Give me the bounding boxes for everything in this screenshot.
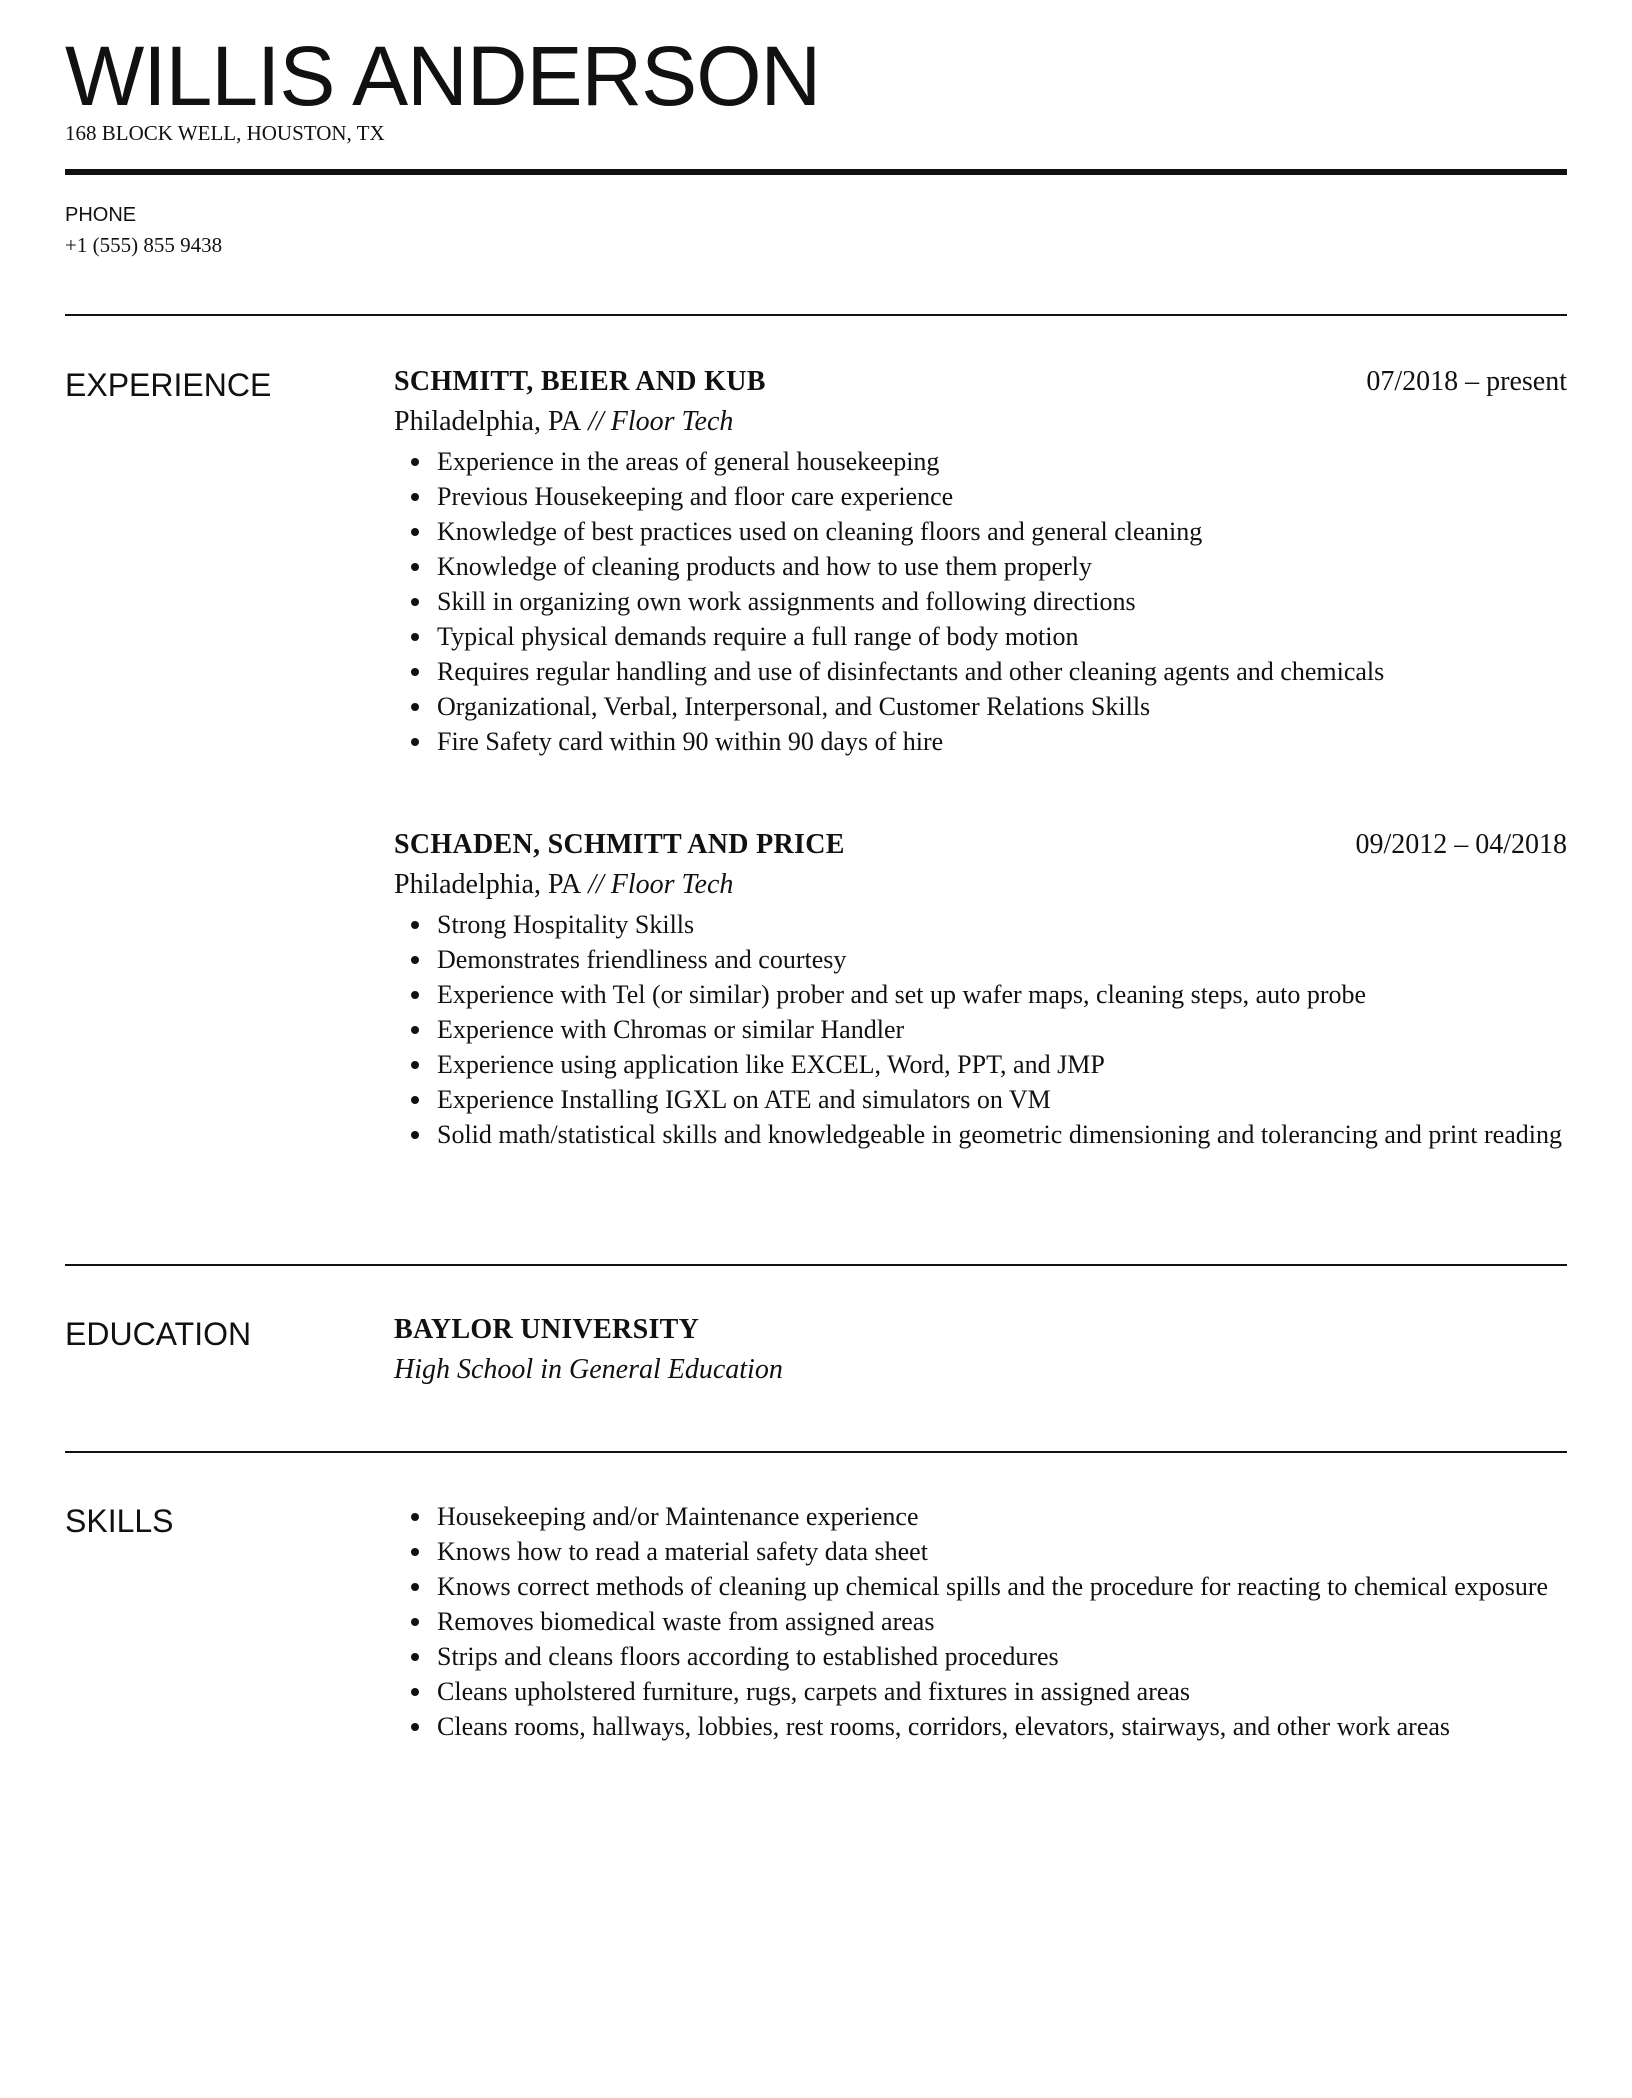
job-location-role	[394, 402, 1567, 442]
job-bullet: Experience using application like EXCEL, Word, PPT, and JMP	[437, 1047, 1567, 1082]
job-bullet: Previous Housekeeping and floor care experience	[437, 479, 1567, 514]
job-entry	[394, 362, 1567, 759]
education-heading: EDUCATION	[65, 1316, 252, 1352]
skill-item: Removes biomedical waste from assigned areas	[437, 1604, 1567, 1639]
job-header	[394, 825, 1567, 865]
address: 168 BLOCK WELL, HOUSTON, TX	[65, 121, 385, 145]
job-company: SCHADEN, SCHMITT AND PRICE	[394, 829, 845, 860]
job-bullet: Knowledge of best practices used on cleaning floors and general cleaning	[437, 514, 1567, 549]
skill-item: Knows correct methods of cleaning up chemical spills and the procedure for reacting to chemical exposure	[437, 1569, 1567, 1604]
job-role: Floor Tech	[610, 406, 734, 437]
skills-list	[394, 1499, 1567, 1744]
skill-item: Knows how to read a material safety data sheet	[437, 1534, 1567, 1569]
skill-item: Cleans rooms, hallways, lobbies, rest rooms, corridors, elevators, stairways, and other work areas	[437, 1709, 1567, 1744]
skill-item: Strips and cleans floors according to established procedures	[437, 1639, 1567, 1674]
school-name: BAYLOR UNIVERSITY	[394, 1314, 700, 1345]
phone-label: PHONE	[65, 204, 137, 226]
job-bullet: Experience with Chromas or similar Handler	[437, 1012, 1567, 1047]
skill-item: Cleans upholstered furniture, rugs, carpets and fixtures in assigned areas	[437, 1674, 1567, 1709]
header-divider	[65, 169, 1567, 175]
job-bullet: Demonstrates friendliness and courtesy	[437, 942, 1567, 977]
job-bullet: Strong Hospitality Skills	[437, 907, 1567, 942]
job-bullet: Experience with Tel (or similar) prober and set up wafer maps, cleaning steps, auto probe	[437, 977, 1567, 1012]
phone-value: +1 (555) 855 9438	[65, 233, 223, 257]
job-dates: 07/2018 – present	[1366, 366, 1567, 397]
job-bullet: Requires regular handling and use of disinfectants and other cleaning agents and chemicals	[437, 654, 1567, 689]
job-separator: //	[581, 406, 611, 437]
job-bullet: Skill in organizing own work assignments and following directions	[437, 584, 1567, 619]
job-header	[394, 362, 1567, 402]
job-bullet: Organizational, Verbal, Interpersonal, and Customer Relations Skills	[437, 689, 1567, 724]
job-bullet: Knowledge of cleaning products and how to use them properly	[437, 549, 1567, 584]
job-location: Philadelphia, PA	[394, 406, 582, 437]
job-bullets	[394, 907, 1567, 1152]
experience-divider	[65, 1264, 1567, 1266]
education-divider	[65, 1451, 1567, 1453]
job-location: Philadelphia, PA	[394, 869, 582, 900]
candidate-name: WILLIS ANDERSON	[65, 29, 821, 123]
job-bullet: Experience Installing IGXL on ATE and simulators on VM	[437, 1082, 1567, 1117]
job-role: Floor Tech	[610, 869, 734, 900]
job-location-role	[394, 865, 1567, 905]
contact-divider	[65, 314, 1567, 316]
job-entry	[394, 825, 1567, 1152]
job-bullet: Solid math/statistical skills and knowledgeable in geometric dimensioning and tolerancing and print reading	[437, 1117, 1567, 1152]
job-dates: 09/2012 – 04/2018	[1355, 829, 1567, 860]
job-bullet: Typical physical demands require a full range of body motion	[437, 619, 1567, 654]
skills-heading: SKILLS	[65, 1503, 174, 1539]
job-separator: //	[581, 869, 611, 900]
skills-list-container	[394, 1499, 1567, 1744]
job-bullets	[394, 444, 1567, 759]
job-bullet: Fire Safety card within 90 within 90 days of hire	[437, 724, 1567, 759]
skill-item: Housekeeping and/or Maintenance experience	[437, 1499, 1567, 1534]
degree: High School in General Education	[394, 1354, 783, 1385]
experience-heading: EXPERIENCE	[65, 367, 272, 403]
education-entry	[394, 1310, 1567, 1390]
job-bullet: Experience in the areas of general housekeeping	[437, 444, 1567, 479]
job-company: SCHMITT, BEIER AND KUB	[394, 366, 766, 397]
